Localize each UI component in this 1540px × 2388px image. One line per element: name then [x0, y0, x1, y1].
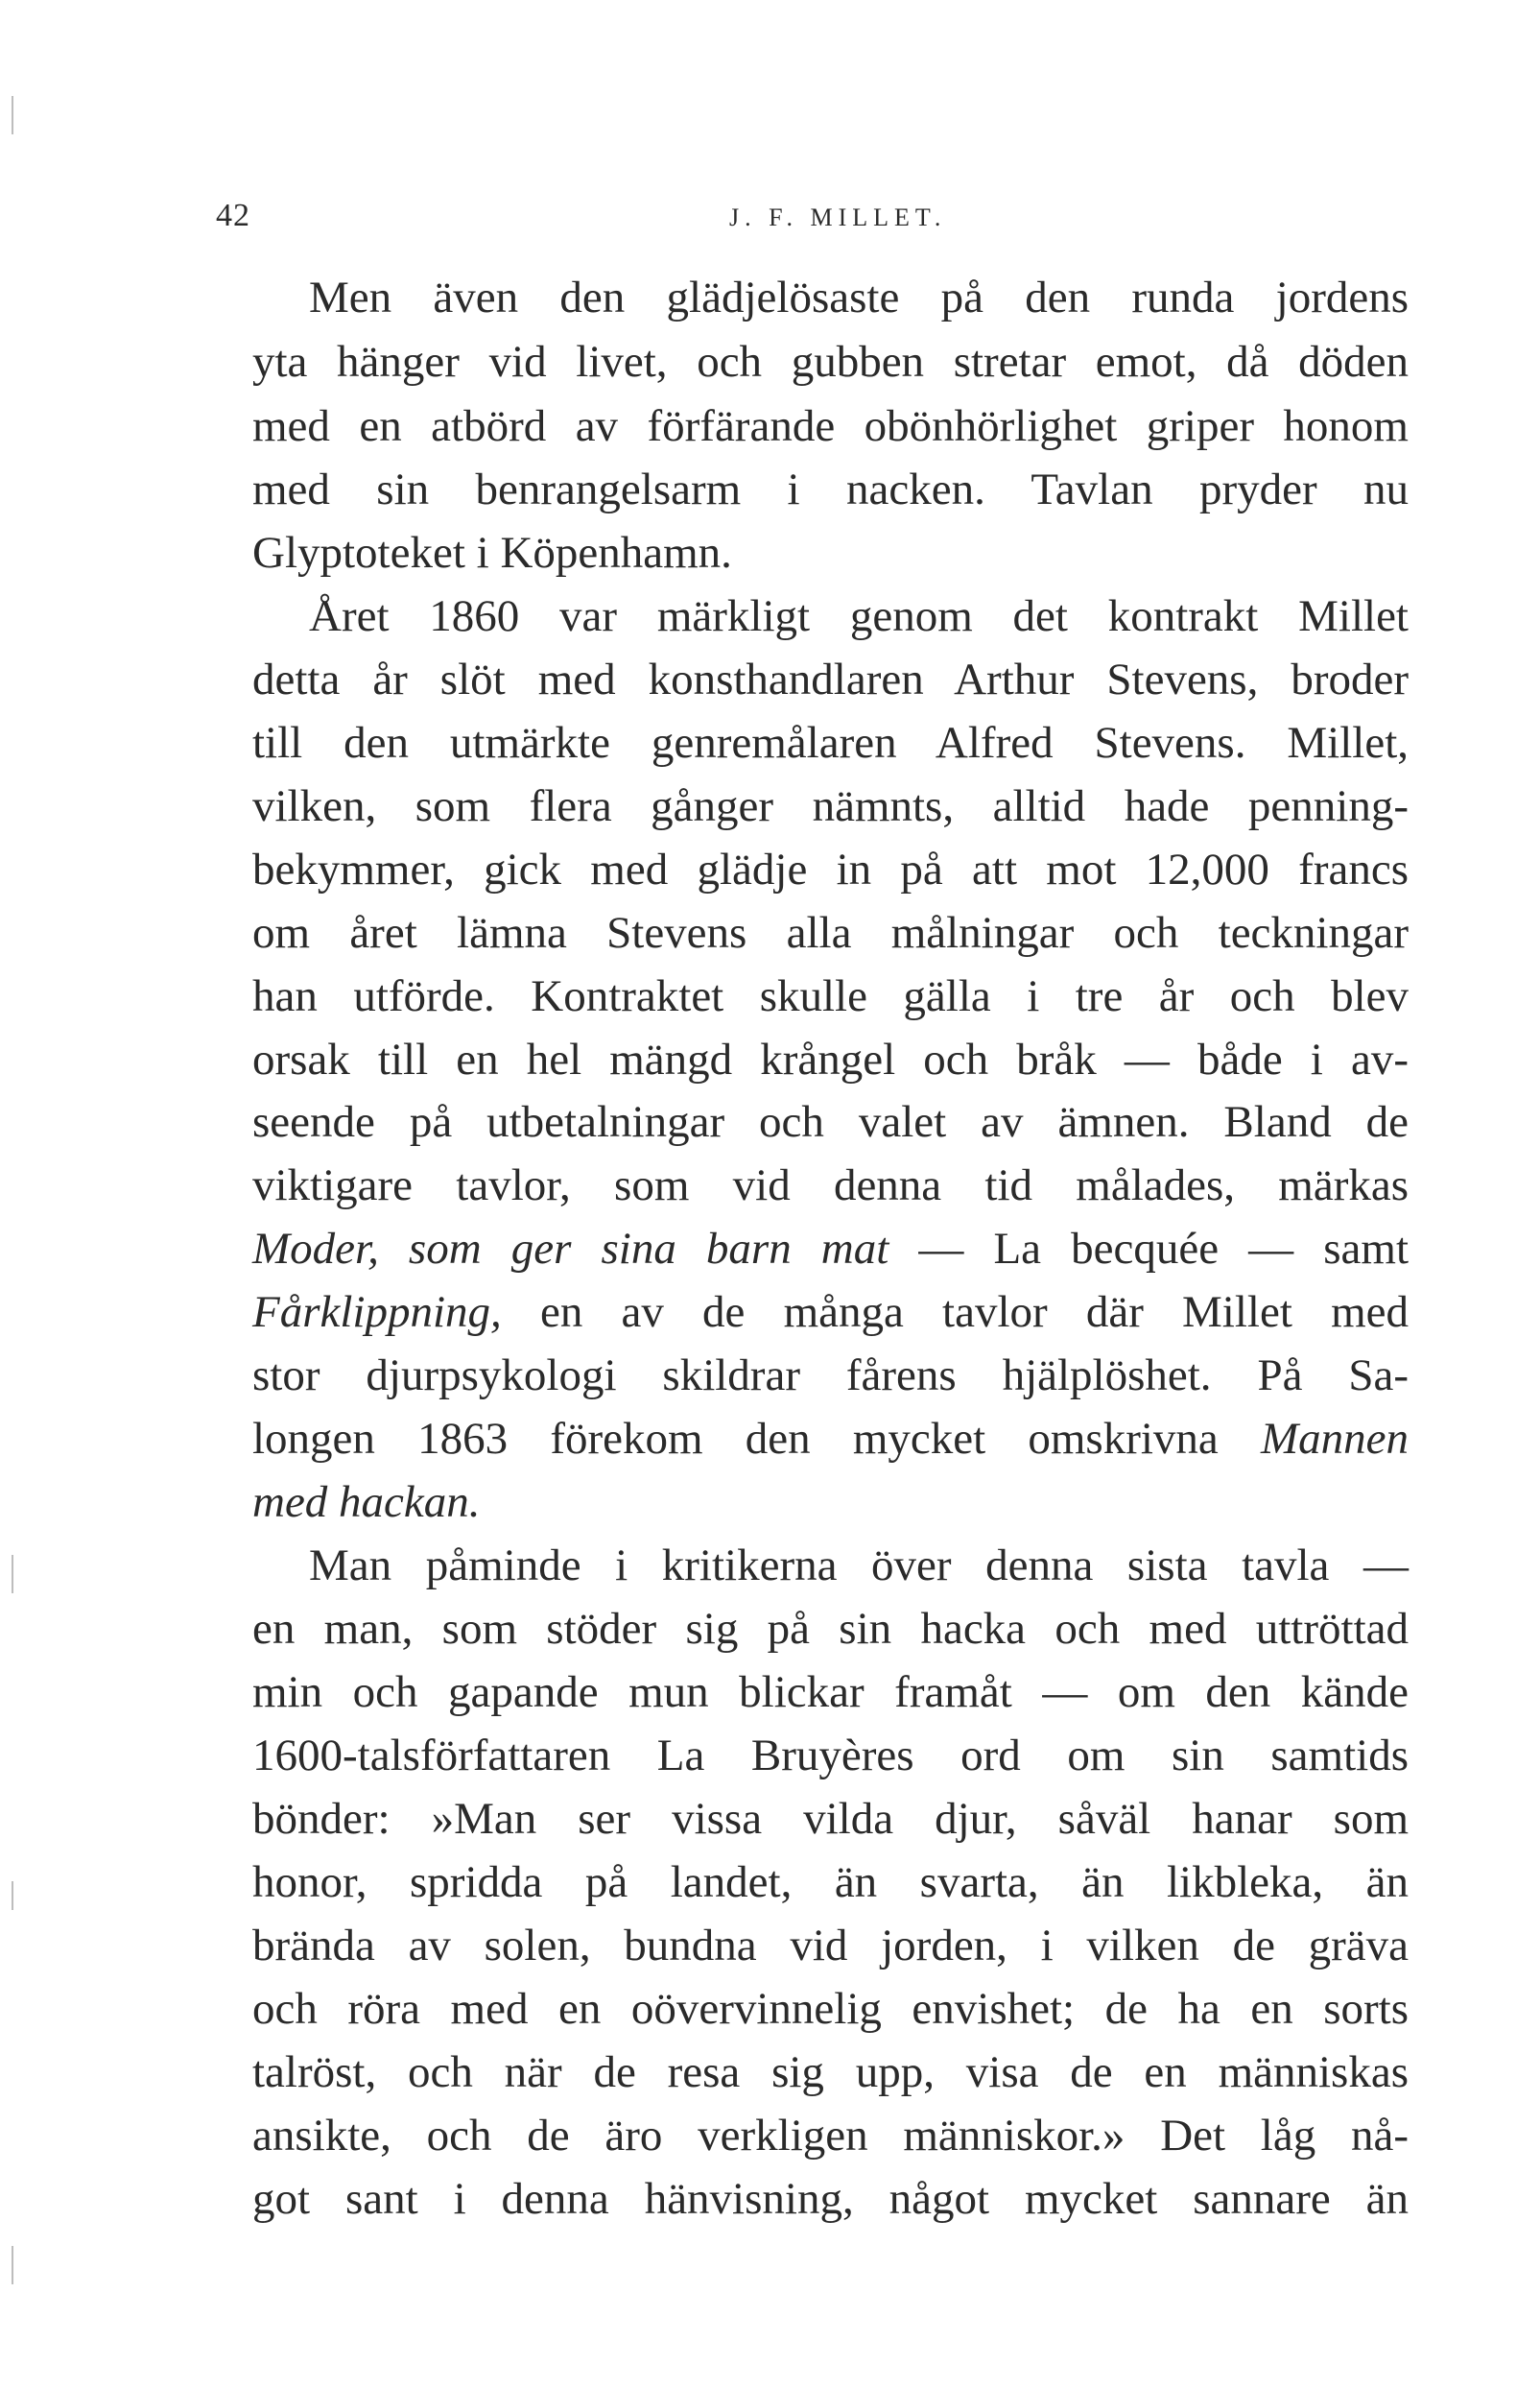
text-line	[252, 1412, 1409, 1466]
scan-mark	[12, 1555, 13, 1593]
text-line: got sant i denna hänvisning, något mycket sannare än	[252, 2174, 1409, 2224]
text-line: han utförde. Kontraktet skulle gälla i tre år och blev	[252, 971, 1409, 1021]
artwork-title: Moder, som ger sina barn mat	[252, 1224, 889, 1274]
scan-mark	[12, 96, 13, 134]
text-line	[252, 1475, 1409, 1529]
text-line: min och gapande mun blickar framåt — om den kände	[252, 1667, 1409, 1717]
scan-mark	[12, 2246, 13, 2284]
text-line: bönder: »Man ser vissa vilda djur, såväl hanar som	[252, 1794, 1409, 1844]
text-line: en man, som stöder sig på sin hacka och med uttröttad	[252, 1604, 1409, 1654]
artwork-title: med hackan.	[252, 1477, 481, 1527]
text-span: — La becquée — samt	[888, 1224, 1410, 1274]
text-line: vilken, som flera gånger nämnts, alltid hade penning-	[252, 781, 1409, 831]
text-line: viktigare tavlor, som vid denna tid målades, märkas	[252, 1160, 1409, 1210]
text-line: ansikte, och de äro verkligen människor.» Det låg nå-	[252, 2111, 1409, 2161]
text-line: seende på utbetalningar och valet av ämnen. Bland de	[252, 1097, 1409, 1147]
text-line: talröst, och när de resa sig upp, visa de en människas	[252, 2047, 1409, 2097]
text-line: Glyptoteket i Köpenhamn.	[252, 528, 732, 578]
text-line	[252, 1285, 1409, 1339]
text-line: Man påminde i kritikerna över denna sista tavla —	[309, 1540, 1409, 1590]
text-line: Året 1860 var märkligt genom det kontrakt Millet	[309, 591, 1409, 641]
text-line: detta år slöt med konsthandlaren Arthur Stevens, broder	[252, 655, 1409, 704]
scan-mark	[12, 1881, 13, 1910]
artwork-title: Mannen	[1260, 1414, 1409, 1464]
text-line: om året lämna Stevens alla målningar och teckningar	[252, 908, 1409, 958]
text-span: longen 1863 förekom den mycket omskrivna	[252, 1414, 1261, 1464]
text-line: och röra med en oövervinnelig envishet; de ha en sorts	[252, 1984, 1409, 2034]
text-line: med en atbörd av förfärande obönhörlighet griper honom	[252, 401, 1409, 451]
text-line: brända av solen, bundna vid jorden, i vilken de gräva	[252, 1921, 1409, 1970]
page-number: 42	[216, 198, 250, 233]
text-line: honor, spridda på landet, än svarta, än likbleka, än	[252, 1857, 1409, 1907]
text-line: med sin benrangelsarm i nacken. Tavlan pryder nu	[252, 465, 1409, 514]
text-line: till den utmärkte genremålaren Alfred Stevens. Millet,	[252, 718, 1409, 768]
text-line	[252, 1222, 1409, 1276]
text-line: yta hänger vid livet, och gubben stretar emot, då döden	[252, 337, 1409, 387]
running-head: J. F. MILLET.	[729, 203, 947, 231]
artwork-title: Fårklippning,	[252, 1287, 502, 1337]
text-line: Men även den glädjelösaste på den runda jordens	[309, 273, 1409, 322]
text-span: en av de många tavlor där Millet med	[501, 1287, 1409, 1337]
text-line: orsak till en hel mängd krångel och bråk — både i av-	[252, 1035, 1409, 1085]
text-line: 1600-talsförfattaren La Bruyères ord om sin samtids	[252, 1731, 1409, 1780]
text-line: bekymmer, gick med glädje in på att mot 12,000 francs	[252, 845, 1409, 895]
text-line: stor djurpsykologi skildrar fårens hjälplöshet. På Sa-	[252, 1350, 1409, 1400]
